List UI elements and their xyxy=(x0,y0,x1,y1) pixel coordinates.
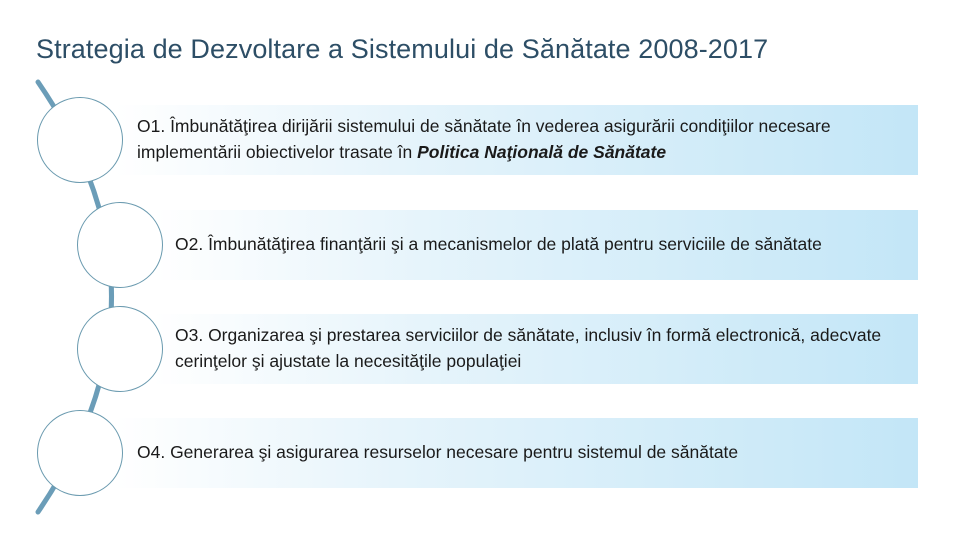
objective-1-label: O1. Îmbunătăţirea dirijării sistemului de sănătate în vederea asigurării condiţiilor necesare implementării obiectivelor trasate în xyxy=(137,116,831,162)
objective-1-text xyxy=(137,114,918,166)
objective-4-text xyxy=(137,440,738,466)
objective-3-bar xyxy=(153,314,918,384)
objective-1-emphasis: Politica Naţională de Sănătate xyxy=(417,142,667,162)
objective-4-bar xyxy=(115,418,918,488)
objective-1-bar xyxy=(115,105,918,175)
page-title: Strategia de Dezvoltare a Sistemului de Sănătate 2008-2017 xyxy=(36,34,769,64)
objective-3-text xyxy=(175,323,918,375)
objective-3-label: O3. Organizarea şi prestarea serviciilor de sănătate, inclusiv în formă electronică, adecvate cerinţelor şi ajustate la necesităţile populaţiei xyxy=(175,325,882,371)
objective-2-bar xyxy=(153,210,918,280)
objective-4-label: O4. Generarea şi asigurarea resurselor necesare pentru sistemul de sănătate xyxy=(137,442,739,463)
objective-2-circle xyxy=(77,202,163,288)
objective-2-label: O2. Îmbunătăţirea finanţării şi a mecanismelor de plată pentru serviciile de sănătate xyxy=(175,234,822,255)
objective-1-circle xyxy=(37,97,123,183)
objective-2-text xyxy=(175,232,822,258)
objective-4-circle xyxy=(37,410,123,496)
objective-3-circle xyxy=(77,306,163,392)
